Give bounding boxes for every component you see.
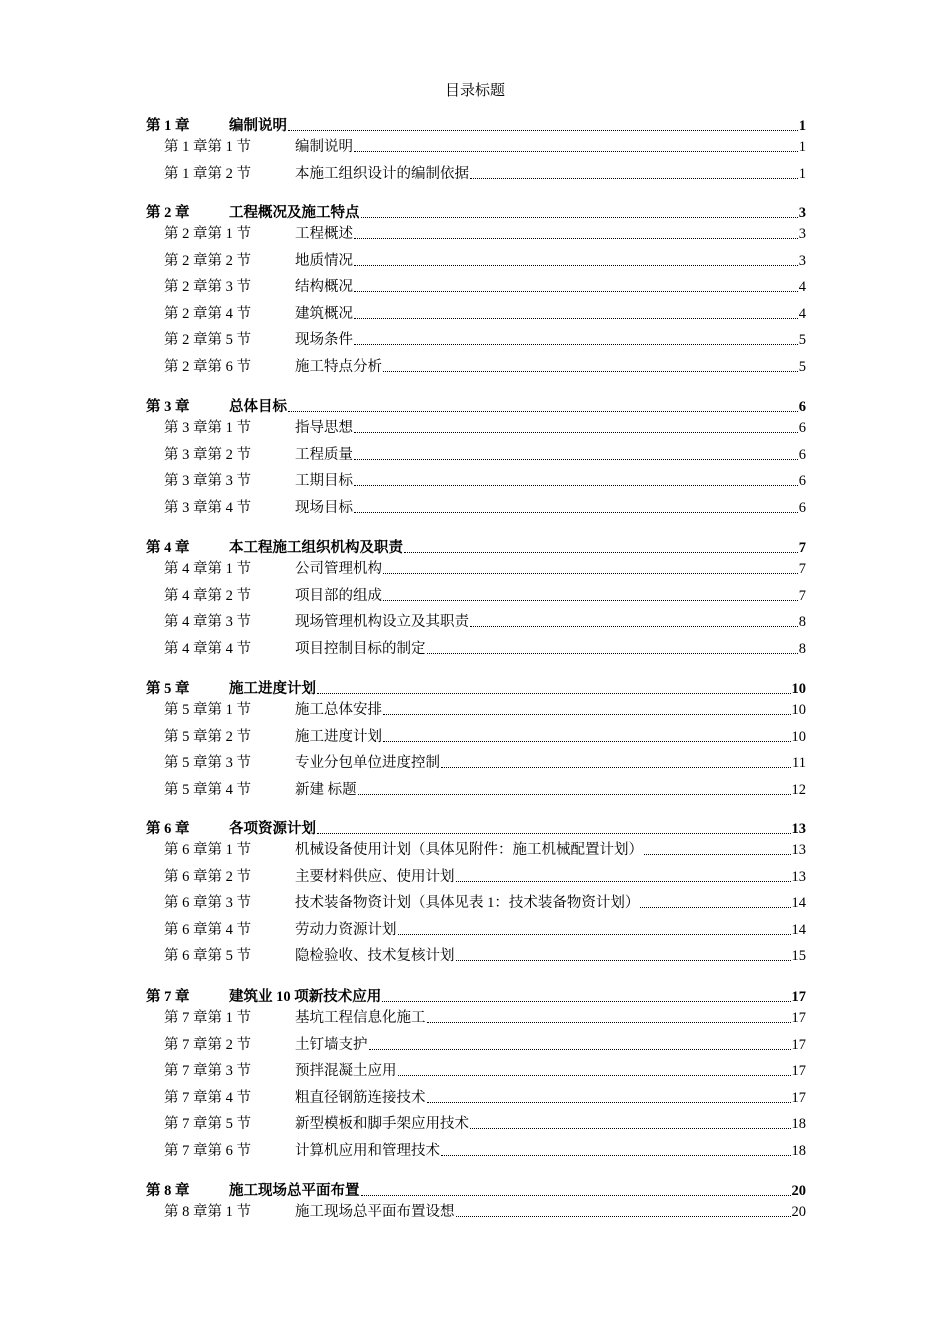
- toc-chapter-page: 10: [791, 681, 806, 697]
- toc-section-1-1[interactable]: [146, 138, 806, 156]
- toc-section-page: 6: [798, 500, 806, 516]
- toc-dot-leader: [398, 1075, 791, 1076]
- toc-chapter-title: 本工程施工组织机构及职责: [229, 540, 403, 556]
- toc-section-number: 第 1 章第 1 节: [164, 139, 251, 155]
- toc-section-number: 第 6 章第 5 节: [164, 948, 251, 964]
- toc-section-number: 第 7 章第 3 节: [164, 1063, 251, 1079]
- toc-section-title: 工程概述: [295, 226, 353, 242]
- toc-section-title: 指导思想: [295, 420, 353, 436]
- toc-section-number: 第 4 章第 3 节: [164, 614, 251, 630]
- toc-chapter-page: 17: [791, 989, 806, 1005]
- toc-section-number: 第 2 章第 2 节: [164, 253, 251, 269]
- toc-section-number: 第 2 章第 5 节: [164, 332, 251, 348]
- toc-section-number: 第 6 章第 3 节: [164, 895, 251, 911]
- toc-dot-leader: [383, 741, 791, 742]
- toc-dot-leader: [317, 693, 791, 694]
- toc-section-page: 4: [798, 306, 806, 322]
- toc-section-page: 7: [798, 588, 806, 604]
- toc-section-6-1[interactable]: [146, 841, 806, 859]
- toc-section-title: 隐检验收、技术复核计划: [295, 948, 455, 964]
- toc-chapter-page: 7: [798, 540, 806, 556]
- toc-section-title: 地质情况: [295, 253, 353, 269]
- toc-chapter-1[interactable]: [146, 117, 806, 135]
- toc-section-2-6[interactable]: [146, 358, 806, 376]
- toc-section-number: 第 6 章第 4 节: [164, 922, 251, 938]
- toc-section-page: 1: [798, 166, 806, 182]
- toc-section-number: 第 5 章第 1 节: [164, 702, 251, 718]
- toc-dot-leader: [354, 344, 798, 345]
- toc-section-title: 工程质量: [295, 447, 353, 463]
- toc-dot-leader: [383, 714, 791, 715]
- toc-section-number: 第 1 章第 2 节: [164, 166, 251, 182]
- toc-dot-leader: [354, 432, 798, 433]
- toc-section-page: 14: [791, 895, 806, 911]
- toc-section-page: 13: [791, 842, 806, 858]
- toc-section-3-1[interactable]: [146, 419, 806, 437]
- toc-section-number: 第 6 章第 1 节: [164, 842, 251, 858]
- toc-dot-leader: [288, 411, 798, 412]
- toc-chapter-number: 第 3 章: [146, 399, 190, 415]
- toc-dot-leader: [644, 854, 791, 855]
- toc-section-title: 基坑工程信息化施工: [295, 1010, 426, 1026]
- toc-section-number: 第 8 章第 1 节: [164, 1204, 251, 1220]
- toc-section-6-3[interactable]: [146, 894, 806, 912]
- toc-section-page: 14: [791, 922, 806, 938]
- toc-dot-leader: [456, 960, 791, 961]
- toc-section-5-1[interactable]: [146, 701, 806, 719]
- toc-dot-leader: [427, 653, 798, 654]
- toc-chapter-number: 第 8 章: [146, 1183, 190, 1199]
- toc-section-number: 第 4 章第 2 节: [164, 588, 251, 604]
- toc-section-page: 5: [798, 359, 806, 375]
- toc-dot-leader: [354, 318, 798, 319]
- toc-section-5-4[interactable]: [146, 781, 806, 799]
- toc-section-title: 预拌混凝土应用: [295, 1063, 397, 1079]
- toc-section-4-4[interactable]: [146, 640, 806, 658]
- toc-section-5-3[interactable]: [146, 754, 806, 772]
- toc-chapter-number: 第 1 章: [146, 118, 190, 134]
- toc-section-title: 土钉墙支护: [295, 1037, 368, 1053]
- toc-section-number: 第 7 章第 4 节: [164, 1090, 251, 1106]
- toc-chapter-number: 第 4 章: [146, 540, 190, 556]
- toc-section-page: 8: [798, 614, 806, 630]
- toc-dot-leader: [456, 1216, 791, 1217]
- toc-section-number: 第 2 章第 4 节: [164, 306, 251, 322]
- toc-section-title: 项目部的组成: [295, 588, 382, 604]
- toc-section-number: 第 3 章第 2 节: [164, 447, 251, 463]
- toc-section-page: 5: [798, 332, 806, 348]
- toc-chapter-page: 20: [791, 1183, 806, 1199]
- toc-dot-leader: [456, 881, 791, 882]
- toc-section-3-3[interactable]: [146, 472, 806, 490]
- toc-chapter-8[interactable]: [146, 1182, 806, 1200]
- toc-section-number: 第 3 章第 1 节: [164, 420, 251, 436]
- toc-dot-leader: [383, 371, 798, 372]
- toc-title: 目录标题: [444, 83, 505, 99]
- toc-section-title: 施工总体安排: [295, 702, 382, 718]
- toc-dot-leader: [354, 265, 798, 266]
- toc-section-2-3[interactable]: [146, 278, 806, 296]
- toc-chapter-6[interactable]: [146, 820, 806, 838]
- toc-section-page: 17: [791, 1090, 806, 1106]
- toc-section-title: 项目控制目标的制定: [295, 641, 426, 657]
- toc-chapter-page: 13: [791, 821, 806, 837]
- toc-section-4-1[interactable]: [146, 560, 806, 578]
- toc-dot-leader: [317, 833, 791, 834]
- toc-chapter-number: 第 2 章: [146, 205, 190, 221]
- toc-dot-leader: [441, 767, 791, 768]
- toc-section-title: 劳动力资源计划: [295, 922, 397, 938]
- toc-section-number: 第 2 章第 3 节: [164, 279, 251, 295]
- toc-chapter-title: 各项资源计划: [229, 821, 316, 837]
- toc-section-number: 第 7 章第 2 节: [164, 1037, 251, 1053]
- toc-section-5-2[interactable]: [146, 728, 806, 746]
- toc-section-7-1[interactable]: [146, 1009, 806, 1027]
- toc-dot-leader: [369, 1049, 791, 1050]
- toc-section-page: 6: [798, 473, 806, 489]
- toc-section-title: 施工现场总平面布置设想: [295, 1204, 455, 1220]
- toc-chapter-title: 总体目标: [229, 399, 287, 415]
- toc-dot-leader: [470, 178, 798, 179]
- toc-section-title: 专业分包单位进度控制: [295, 755, 440, 771]
- toc-section-number: 第 5 章第 2 节: [164, 729, 251, 745]
- toc-section-title: 现场目标: [295, 500, 353, 516]
- toc-dot-leader: [470, 626, 798, 627]
- toc-dot-leader: [441, 1155, 791, 1156]
- toc-chapter-title: 工程概况及施工特点: [229, 205, 360, 221]
- toc-section-page: 6: [798, 420, 806, 436]
- toc-section-page: 11: [792, 755, 806, 771]
- toc-chapter-3[interactable]: [146, 398, 806, 416]
- toc-dot-leader: [383, 573, 798, 574]
- toc-section-page: 18: [791, 1116, 806, 1132]
- toc-section-number: 第 3 章第 3 节: [164, 473, 251, 489]
- toc-section-6-5[interactable]: [146, 947, 806, 965]
- toc-dot-leader: [470, 1128, 791, 1129]
- toc-section-number: 第 7 章第 6 节: [164, 1143, 251, 1159]
- toc-section-title: 编制说明: [295, 139, 353, 155]
- toc-section-page: 1: [798, 139, 806, 155]
- toc-dot-leader: [358, 794, 791, 795]
- toc-section-7-4[interactable]: [146, 1089, 806, 1107]
- toc-section-3-2[interactable]: [146, 446, 806, 464]
- toc-section-page: 17: [791, 1010, 806, 1026]
- toc-section-2-5[interactable]: [146, 331, 806, 349]
- toc-dot-leader: [354, 238, 798, 239]
- toc-chapter-7[interactable]: [146, 988, 806, 1006]
- toc-section-number: 第 6 章第 2 节: [164, 869, 251, 885]
- toc-section-number: 第 5 章第 4 节: [164, 782, 251, 798]
- toc-dot-leader: [354, 512, 798, 513]
- toc-chapter-4[interactable]: [146, 539, 806, 557]
- toc-section-title: 结构概况: [295, 279, 353, 295]
- toc-chapter-title: 建筑业 10 项新技术应用: [229, 989, 382, 1005]
- toc-section-title: 施工进度计划: [295, 729, 382, 745]
- toc-chapter-5[interactable]: [146, 680, 806, 698]
- toc-dot-leader: [640, 907, 790, 908]
- toc-section-page: 17: [791, 1063, 806, 1079]
- toc-chapter-number: 第 7 章: [146, 989, 190, 1005]
- toc-chapter-title: 施工现场总平面布置: [229, 1183, 360, 1199]
- toc-section-title: 机械设备使用计划（具体见附件：施工机械配置计划）: [295, 842, 643, 858]
- toc-section-number: 第 4 章第 4 节: [164, 641, 251, 657]
- toc-chapter-2[interactable]: [146, 204, 806, 222]
- toc-section-2-4[interactable]: [146, 305, 806, 323]
- toc-section-page: 12: [791, 782, 806, 798]
- toc-section-page: 3: [798, 226, 806, 242]
- toc-section-3-4[interactable]: [146, 499, 806, 517]
- toc-dot-leader: [404, 552, 798, 553]
- toc-section-page: 20: [791, 1204, 806, 1220]
- toc-chapter-number: 第 6 章: [146, 821, 190, 837]
- toc-section-6-2[interactable]: [146, 868, 806, 886]
- toc-section-title: 新型模板和脚手架应用技术: [295, 1116, 469, 1132]
- toc-section-8-1[interactable]: [146, 1203, 806, 1221]
- toc-section-page: 15: [791, 948, 806, 964]
- toc-section-7-6[interactable]: [146, 1142, 806, 1160]
- toc-section-page: 7: [798, 561, 806, 577]
- toc-section-2-1[interactable]: [146, 225, 806, 243]
- toc-dot-leader: [288, 130, 798, 131]
- toc-section-title: 现场管理机构设立及其职责: [295, 614, 469, 630]
- toc-section-2-2[interactable]: [146, 252, 806, 270]
- toc-section-number: 第 4 章第 1 节: [164, 561, 251, 577]
- toc-section-title: 主要材料供应、使用计划: [295, 869, 455, 885]
- toc-chapter-number: 第 5 章: [146, 681, 190, 697]
- toc-section-page: 13: [791, 869, 806, 885]
- toc-section-number: 第 5 章第 3 节: [164, 755, 251, 771]
- toc-dot-leader: [354, 291, 798, 292]
- toc-section-4-3[interactable]: [146, 613, 806, 631]
- toc-section-page: 3: [798, 253, 806, 269]
- toc-section-number: 第 7 章第 5 节: [164, 1116, 251, 1132]
- toc-section-number: 第 7 章第 1 节: [164, 1010, 251, 1026]
- toc-dot-leader: [354, 485, 798, 486]
- toc-section-number: 第 2 章第 6 节: [164, 359, 251, 375]
- toc-chapter-page: 1: [798, 118, 806, 134]
- toc-dot-leader: [361, 1195, 791, 1196]
- toc-dot-leader: [383, 600, 798, 601]
- toc-section-1-2[interactable]: [146, 165, 806, 183]
- toc-section-title: 本施工组织设计的编制依据: [295, 166, 469, 182]
- toc-dot-leader: [361, 217, 798, 218]
- toc-section-page: 6: [798, 447, 806, 463]
- toc-section-title: 技术装备物资计划（具体见表 1：技术装备物资计划）: [295, 895, 640, 911]
- toc-chapter-title: 编制说明: [229, 118, 287, 134]
- toc-section-number: 第 2 章第 1 节: [164, 226, 251, 242]
- toc-section-page: 4: [798, 279, 806, 295]
- toc-dot-leader: [398, 934, 791, 935]
- toc-section-7-3[interactable]: [146, 1062, 806, 1080]
- toc-section-7-5[interactable]: [146, 1115, 806, 1133]
- toc-section-title: 施工特点分析: [295, 359, 382, 375]
- toc-section-title: 工期目标: [295, 473, 353, 489]
- toc-dot-leader: [427, 1102, 791, 1103]
- toc-section-title: 粗直径钢筋连接技术: [295, 1090, 426, 1106]
- toc-section-title: 现场条件: [295, 332, 353, 348]
- toc-dot-leader: [427, 1022, 791, 1023]
- toc-dot-leader: [382, 1001, 790, 1002]
- toc-chapter-title: 施工进度计划: [229, 681, 316, 697]
- toc-section-title: 新建 标题: [295, 782, 357, 798]
- toc-dot-leader: [354, 151, 798, 152]
- toc-section-6-4[interactable]: [146, 921, 806, 939]
- toc-section-title: 公司管理机构: [295, 561, 382, 577]
- toc-section-page: 18: [791, 1143, 806, 1159]
- toc-chapter-page: 3: [798, 205, 806, 221]
- toc-dot-leader: [354, 459, 798, 460]
- toc-section-title: 建筑概况: [295, 306, 353, 322]
- toc-section-7-2[interactable]: [146, 1036, 806, 1054]
- toc-chapter-page: 6: [798, 399, 806, 415]
- toc-section-4-2[interactable]: [146, 587, 806, 605]
- toc-section-page: 10: [791, 702, 806, 718]
- toc-section-page: 17: [791, 1037, 806, 1053]
- toc-section-page: 8: [798, 641, 806, 657]
- toc-section-number: 第 3 章第 4 节: [164, 500, 251, 516]
- toc-section-page: 10: [791, 729, 806, 745]
- toc-section-title: 计算机应用和管理技术: [295, 1143, 440, 1159]
